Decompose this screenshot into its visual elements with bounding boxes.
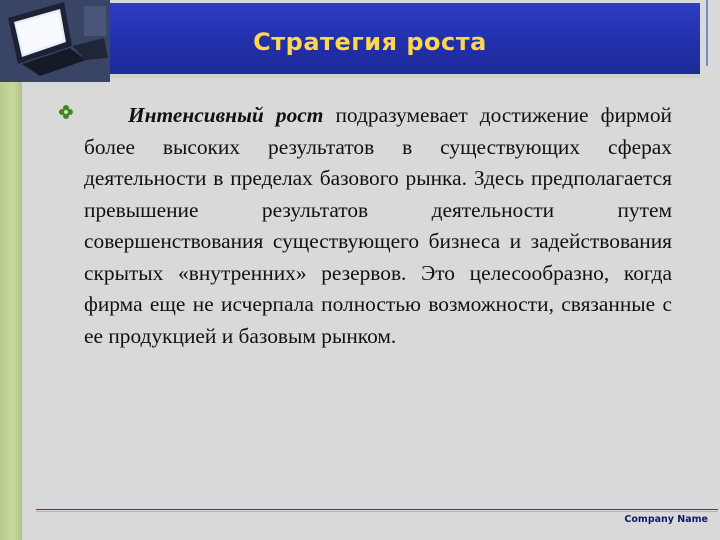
term-intensive-growth: Интенсивный рост [128,103,324,127]
company-name: Company Name [624,514,708,525]
body-paragraph [84,100,672,352]
header-edge [700,0,720,82]
footer-divider-light [36,511,718,512]
slide-title: Стратегия роста [253,28,487,56]
footer-divider [36,509,718,510]
slide-header [0,0,720,82]
monitor-icon [0,0,110,82]
header-tick [706,0,708,66]
left-accent-bar [0,82,22,540]
computer-photo [0,0,110,82]
diamond-bullet-icon [58,104,74,126]
paragraph-text: подразумевает достижение фирмой более высоких результатов в существующих сферах деятельности в пределах базового рынка. Здесь предполагается превышение результатов деятельности путем совершенствования существующего бизнеса и задействования скрытых «внутренних» резервов. Это целесообразно, когда фирма еще не исчерпала полностью возможности, связанные с ее продукцией и базовым рынком. [84,103,672,348]
